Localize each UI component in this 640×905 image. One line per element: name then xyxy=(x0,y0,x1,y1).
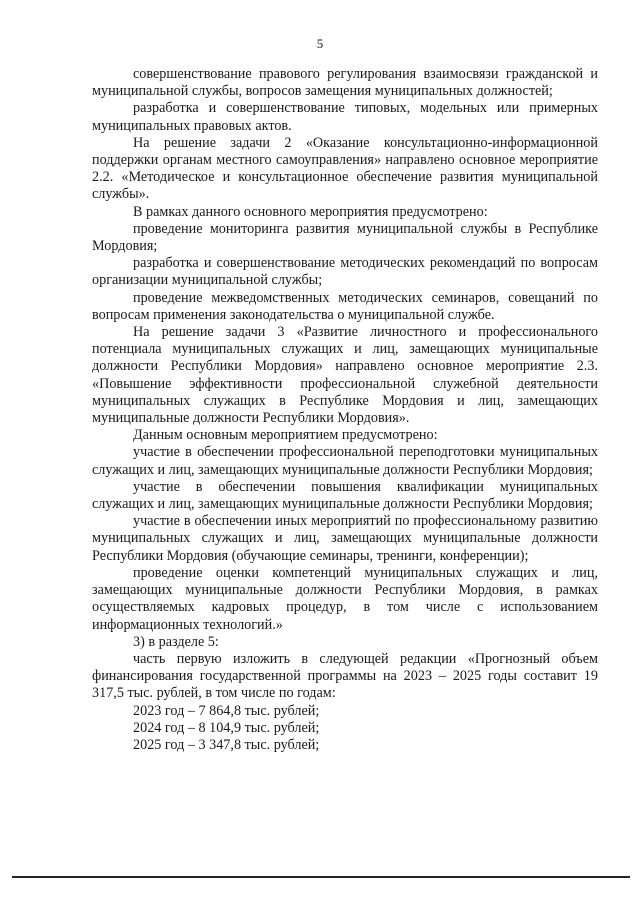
paragraph: участие в обеспечении иных мероприятий по профессиональному развитию муниципальных служащих и лиц, замещающих муниципальные должности Республики Мордовия (обучающие семинары, тренинги, конференции); xyxy=(92,513,598,564)
bottom-rule xyxy=(12,876,630,878)
paragraph: часть первую изложить в следующей редакции «Прогнозный объем финансирования государственной программы на 2023 – 2025 годы составит 19 317,5 тыс. рублей, в том числе по годам: xyxy=(92,650,598,702)
paragraph: проведение мониторинга развития муниципальной службы в Республике Мордовия; xyxy=(92,220,598,255)
paragraph: 2023 год – 7 864,8 тыс. рублей; xyxy=(133,702,320,719)
paragraph: участие в обеспечении профессиональной переподготовки муниципальных служащих и лиц, замещающих муниципальные должности Республики Мордовия; xyxy=(92,444,598,478)
paragraph: 2025 год – 3 347,8 тыс. рублей; xyxy=(133,736,320,753)
paragraph: 3) в разделе 5: xyxy=(133,633,219,650)
page-number: 5 xyxy=(316,36,324,51)
paragraph: участие в обеспечении повышения квалификации муниципальных служащих и лиц, замещающих муниципальные должности Республики Мордовия; xyxy=(92,478,598,513)
document-body xyxy=(92,66,598,754)
paragraph: На решение задачи 3 «Развитие личностного и профессионального потенциала муниципальных служащих и лиц, замещающих муниципальные должности Республики Мордовия» направлено основное мероприятие 2.3. «Повышение эффективности профессиональной служебной деятельности муниципальных служащих в Республике Мордовия и лиц, замещающих муниципальные должности Республики Мордовия». xyxy=(92,324,598,427)
paragraph: На решение задачи 2 «Оказание консультационно-информационной поддержки органам местного самоуправления» направлено основное мероприятие 2.2. «Методическое и консультационное обеспечение развития муниципальной службы». xyxy=(92,134,598,203)
paragraph: проведение межведомственных методических семинаров, совещаний по вопросам применения законодательства о муниципальной службе. xyxy=(92,289,598,323)
paragraph: совершенствование правового регулирования взаимосвязи гражданской и муниципальной службы, вопросов замещения муниципальных должностей; xyxy=(92,66,598,100)
paragraph: Данным основным мероприятием предусмотрено: xyxy=(133,427,438,444)
paragraph: В рамках данного основного мероприятия предусмотрено: xyxy=(133,203,488,220)
paragraph: 2024 год – 8 104,9 тыс. рублей; xyxy=(133,719,320,736)
paragraph: проведение оценки компетенций муниципальных служащих и лиц, замещающих муниципальные должности Республики Мордовия, в рамках осуществляемых кадровых процедур, в том числе с использованием информационных технологий.» xyxy=(92,564,598,633)
paragraph: разработка и совершенствование методических рекомендаций по вопросам организации муниципальной службы; xyxy=(92,255,598,289)
paragraph: разработка и совершенствование типовых, модельных или примерных муниципальных правовых актов. xyxy=(92,100,598,134)
